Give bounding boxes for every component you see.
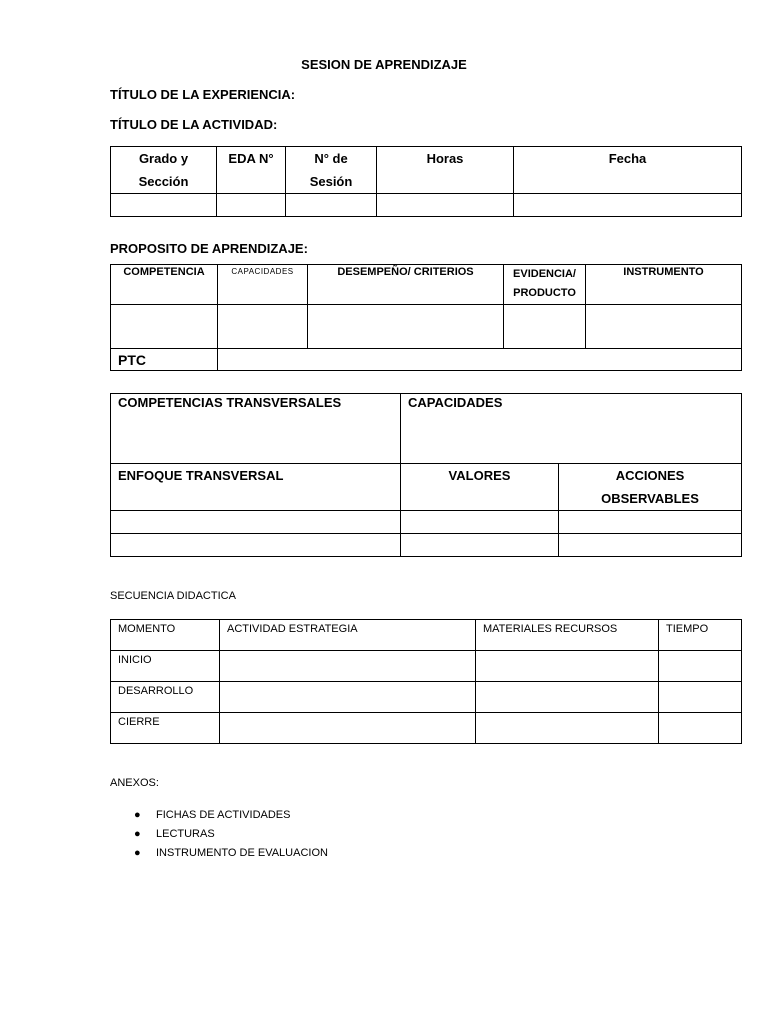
cell-cierre-materiales[interactable] (476, 713, 659, 744)
cell-valores-1[interactable] (401, 511, 559, 534)
cell-fecha[interactable] (514, 194, 742, 217)
header-sesion-line2: Sesión (309, 174, 353, 189)
cell-evidencia[interactable] (504, 305, 586, 349)
cell-capacidades[interactable] (218, 305, 308, 349)
header-competencia: COMPETENCIA (111, 265, 218, 305)
cell-enfoque-1[interactable] (111, 511, 401, 534)
info-table (110, 146, 742, 217)
header-grado-line2: Sección (138, 174, 189, 189)
cell-eda[interactable] (217, 194, 286, 217)
cell-sesion[interactable] (286, 194, 377, 217)
page-title: SESION DE APRENDIZAJE (301, 57, 467, 72)
header-acciones-line1: ACCIONES (615, 468, 685, 483)
bullet-icon: ● (134, 809, 141, 821)
header-grado-line1: Grado y (138, 151, 189, 166)
cell-inicio-tiempo[interactable] (659, 651, 742, 682)
header-valores: VALORES (401, 464, 559, 511)
annex-item-label: INSTRUMENTO DE EVALUACION (156, 847, 328, 859)
row-inicio-label: INICIO (111, 651, 220, 682)
header-evidencia-line2: PRODUCTO (513, 287, 576, 299)
header-sesion (286, 147, 377, 194)
header-capacidades: CAPACIDADES (218, 265, 308, 305)
header-actividad: ACTIVIDAD ESTRATEGIA (220, 620, 476, 651)
header-eda: EDA N° (217, 147, 286, 194)
activity-title-label: TÍTULO DE LA ACTIVIDAD: (110, 117, 278, 132)
cell-grado[interactable] (111, 194, 217, 217)
annexes-label: ANEXOS: (110, 777, 159, 789)
list-item (110, 825, 328, 844)
list-item (110, 806, 328, 825)
header-acciones-line2: OBSERVABLES (601, 491, 699, 506)
cell-desarrollo-materiales[interactable] (476, 682, 659, 713)
bullet-icon: ● (134, 828, 141, 840)
header-enfoque: ENFOQUE TRANSVERSAL (111, 464, 401, 511)
cell-valores-2[interactable] (401, 534, 559, 557)
header-materiales: MATERIALES RECURSOS (476, 620, 659, 651)
annexes-list (110, 806, 328, 863)
cell-acciones-1[interactable] (559, 511, 742, 534)
cell-cierre-tiempo[interactable] (659, 713, 742, 744)
row-desarrollo-label: DESARROLLO (111, 682, 220, 713)
cell-instrumento[interactable] (586, 305, 742, 349)
cell-inicio-materiales[interactable] (476, 651, 659, 682)
cell-desarrollo-tiempo[interactable] (659, 682, 742, 713)
header-capacidades-transversales: CAPACIDADES (401, 394, 742, 464)
cell-inicio-actividad[interactable] (220, 651, 476, 682)
header-instrumento: INSTRUMENTO (586, 265, 742, 305)
bullet-icon: ● (134, 847, 141, 859)
header-evidencia-line1: EVIDENCIA/ (513, 268, 576, 280)
cell-desempeno[interactable] (308, 305, 504, 349)
cell-competencia[interactable] (111, 305, 218, 349)
transversal-table (110, 393, 742, 557)
experience-title-label: TÍTULO DE LA EXPERIENCIA: (110, 87, 296, 102)
header-desempeno: DESEMPEÑO/ CRITERIOS (308, 265, 504, 305)
annex-item-label: LECTURAS (156, 828, 215, 840)
header-fecha: Fecha (514, 147, 742, 194)
header-momento: MOMENTO (111, 620, 220, 651)
header-evidencia (504, 265, 586, 305)
list-item (110, 844, 328, 863)
purpose-label: PROPOSITO DE APRENDIZAJE: (110, 241, 308, 256)
cell-acciones-2[interactable] (559, 534, 742, 557)
cell-cierre-actividad[interactable] (220, 713, 476, 744)
annex-item-label: FICHAS DE ACTIVIDADES (156, 809, 291, 821)
purpose-table (110, 264, 742, 371)
cell-desarrollo-actividad[interactable] (220, 682, 476, 713)
header-sesion-line1: N° de (314, 151, 348, 166)
header-competencias-transversales: COMPETENCIAS TRANSVERSALES (111, 394, 401, 464)
header-horas: Horas (377, 147, 514, 194)
ptc-label: PTC (111, 349, 218, 371)
row-cierre-label: CIERRE (111, 713, 220, 744)
cell-enfoque-2[interactable] (111, 534, 401, 557)
sequence-label: SECUENCIA DIDACTICA (110, 590, 236, 602)
cell-ptc[interactable] (218, 349, 742, 371)
header-acciones (559, 464, 742, 511)
header-grado-seccion (111, 147, 217, 194)
cell-horas[interactable] (377, 194, 514, 217)
sequence-table (110, 619, 742, 744)
header-tiempo: TIEMPO (659, 620, 742, 651)
